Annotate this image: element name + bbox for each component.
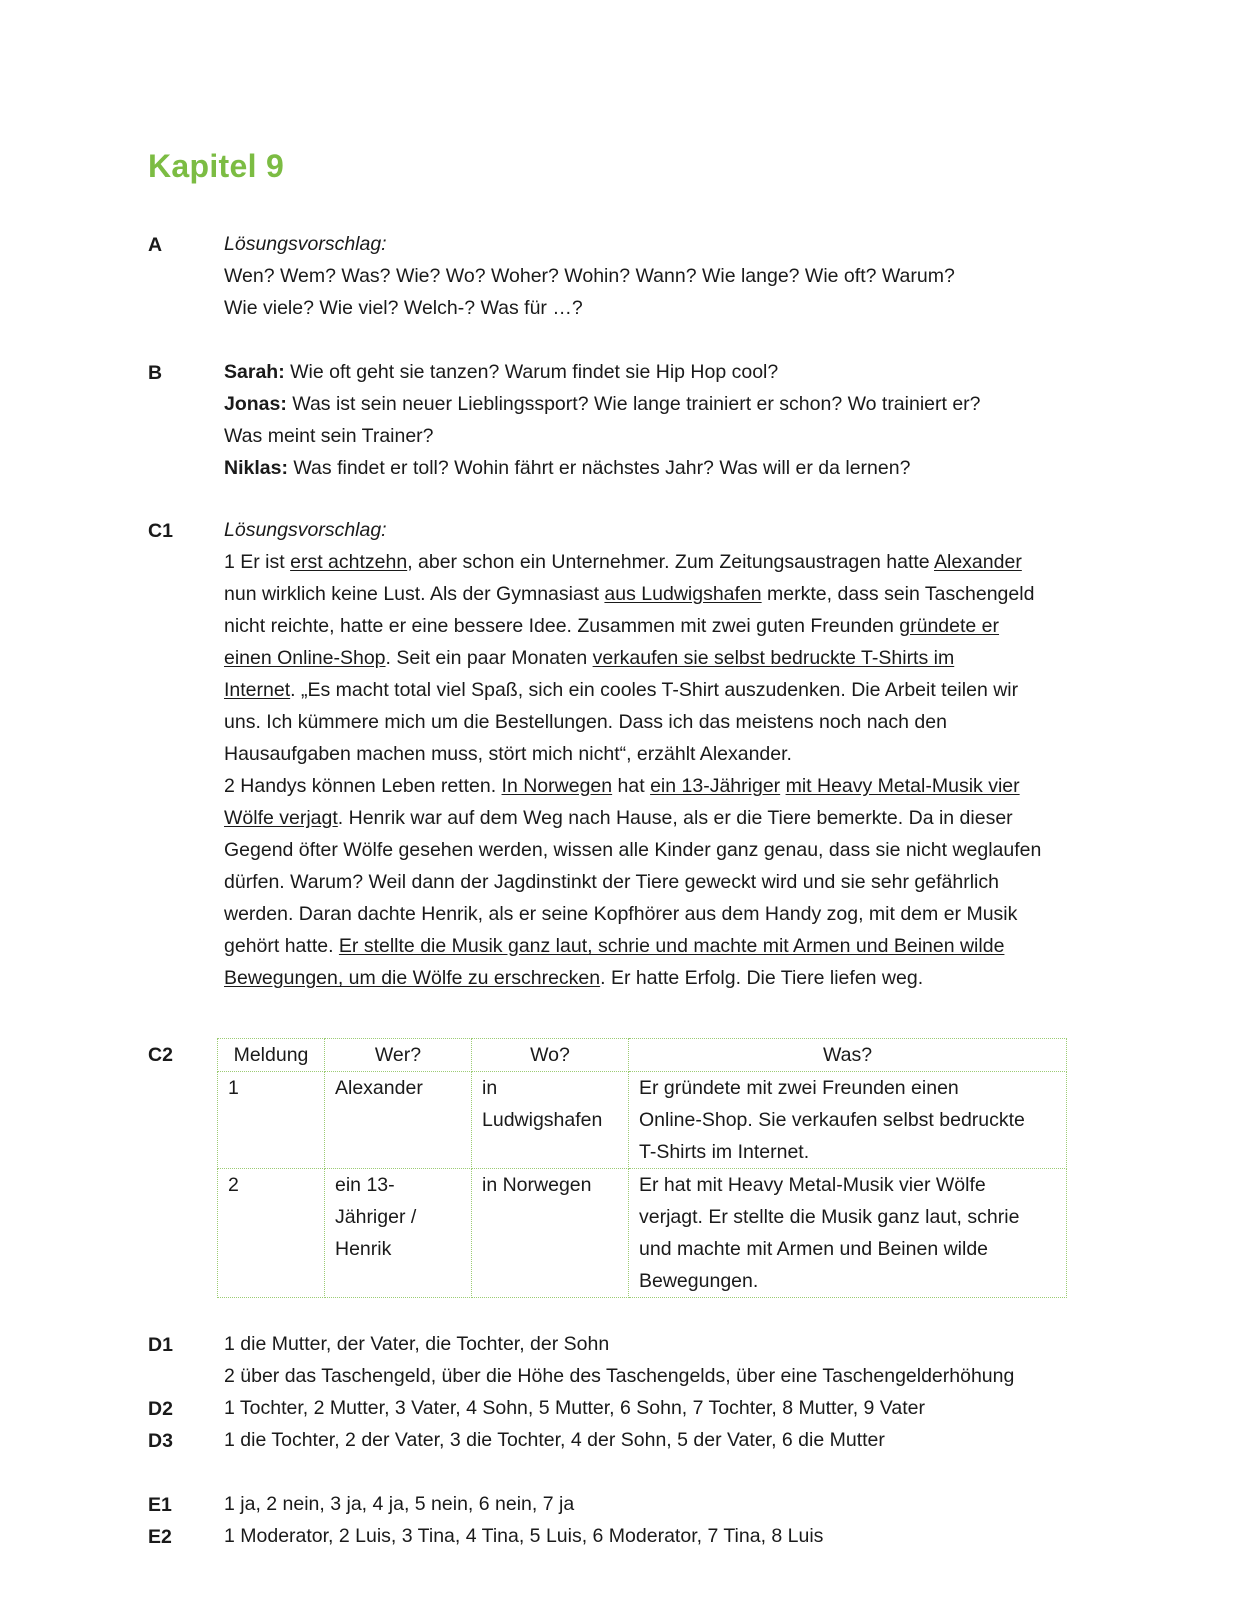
page-title: Kapitel 9 [148,148,285,184]
text-line: Gegend öfter Wölfe gesehen werden, wissen alle Kinder ganz genau, dass sie nicht weglaufen [224,839,1042,861]
section-label: B [148,362,163,384]
cell-was: Er gründete mit zwei Freunden einen Online-Shop. Sie verkaufen selbst bedruckte T-Shirts im Internet. [629,1072,1067,1169]
section-label: C1 [148,520,173,542]
text-line: Internet. „Es macht total viel Spaß, sich ein cooles T-Shirt auszudenken. Die Arbeit teilen wir [224,679,1019,701]
answer-text: Was findet er toll? Wohin fährt er nächstes Jahr? Was will er da lernen? [287,457,911,479]
text-line: dürfen. Warum? Weil dann der Jagdinstinkt der Tiere geweckt wird und sie sehr gefährlich [224,871,999,893]
answer-line [224,356,1104,388]
text-line: nicht reichte, hatte er eine bessere Idee. Zusammen mit zwei guten Freunden gründete er [224,615,1000,637]
answer-line: 1 die Mutter, der Vater, die Tochter, der Sohn [224,1333,610,1355]
section-label: C2 [148,1044,173,1066]
text-line: Hausaufgaben machen muss, stört mich nicht“, erzählt Alexander. [224,743,792,765]
answer-line: Wie viele? Wie viel? Welch-? Was für …? [224,297,583,319]
section-label: D3 [148,1430,173,1452]
text-line: nun wirklich keine Lust. Als der Gymnasiast aus Ludwigshafen merkte, dass sein Taschengeld [224,583,1035,605]
column-header: Wo? [472,1039,629,1072]
answer-line: 2 über das Taschengeld, über die Höhe des Taschengelds, über eine Taschengelderhöhung [224,1365,1015,1387]
speaker-name: Sarah: [224,361,285,383]
answer-line [224,452,1104,484]
results-table [217,1038,1067,1298]
solution-intro: Lösungsvorschlag: [224,233,387,255]
column-header: Meldung [218,1039,325,1072]
speaker-name: Jonas: [224,393,287,415]
table-header-row [218,1039,1067,1072]
section-label: E1 [148,1494,172,1516]
text-line: Bewegungen, um die Wölfe zu erschrecken. Er hatte Erfolg. Die Tiere liefen weg. [224,967,924,989]
answer-line: 1 Tochter, 2 Mutter, 3 Vater, 4 Sohn, 5 Mutter, 6 Sohn, 7 Tochter, 8 Mutter, 9 Vater [224,1397,925,1419]
section-label: E2 [148,1526,172,1548]
table-row [218,1169,1067,1298]
text-line: 2 Handys können Leben retten. In Norwegen hat ein 13-Jähriger mit Heavy Metal-Musik vier [224,775,1020,797]
answer-line [224,388,1104,420]
speaker-name: Niklas: [224,457,288,479]
text-line: einen Online-Shop. Seit ein paar Monaten verkaufen sie selbst bedruckte T-Shirts im [224,647,955,669]
cell-wer: ein 13- Jähriger / Henrik [325,1169,472,1298]
cell-wo: in Norwegen [472,1169,629,1298]
answer-text: Wie oft geht sie tanzen? Warum findet sie Hip Hop cool? [284,361,779,383]
column-header: Wer? [325,1039,472,1072]
cell-wo: in Ludwigshafen [472,1072,629,1169]
answer-line: 1 ja, 2 nein, 3 ja, 4 ja, 5 nein, 6 nein, 7 ja [224,1493,575,1515]
answer-line: 1 die Tochter, 2 der Vater, 3 die Tochter, 4 der Sohn, 5 der Vater, 6 die Mutter [224,1429,885,1451]
solution-intro: Lösungsvorschlag: [224,519,387,541]
section-label: D2 [148,1398,173,1420]
text-line: gehört hatte. Er stellte die Musik ganz laut, schrie und machte mit Armen und Beinen wilde [224,935,1005,957]
cell-was: Er hat mit Heavy Metal-Musik vier Wölfe verjagt. Er stellte die Musik ganz laut, schrie und machte mit Armen und Beinen wilde Bewegungen. [629,1169,1067,1298]
text-line: uns. Ich kümmere mich um die Bestellungen. Dass ich das meistens noch nach den [224,711,947,733]
answer-line: Wen? Wem? Was? Wie? Wo? Woher? Wohin? Wann? Wie lange? Wie oft? Warum? [224,265,955,287]
cell-wer: Alexander [325,1072,472,1169]
cell-meldung: 2 [218,1169,325,1298]
text-line: Wölfe verjagt. Henrik war auf dem Weg nach Hause, als er die Tiere bemerkte. Da in dieser [224,807,1013,829]
answer-line: Was meint sein Trainer? [224,425,434,447]
text-line: werden. Daran dachte Henrik, als er seine Kopfhörer aus dem Handy zog, mit dem er Musik [224,903,1018,925]
column-header: Was? [629,1039,1067,1072]
answer-line: 1 Moderator, 2 Luis, 3 Tina, 4 Tina, 5 Luis, 6 Moderator, 7 Tina, 8 Luis [224,1525,824,1547]
section-label: A [148,234,163,256]
section-label: D1 [148,1334,173,1356]
table-row [218,1072,1067,1169]
text-line: 1 Er ist erst achtzehn, aber schon ein Unternehmer. Zum Zeitungsaustragen hatte Alexander [224,551,1022,573]
answer-text: Was ist sein neuer Lieblingssport? Wie lange trainiert er schon? Wo trainiert er? [286,393,981,415]
cell-meldung: 1 [218,1072,325,1169]
